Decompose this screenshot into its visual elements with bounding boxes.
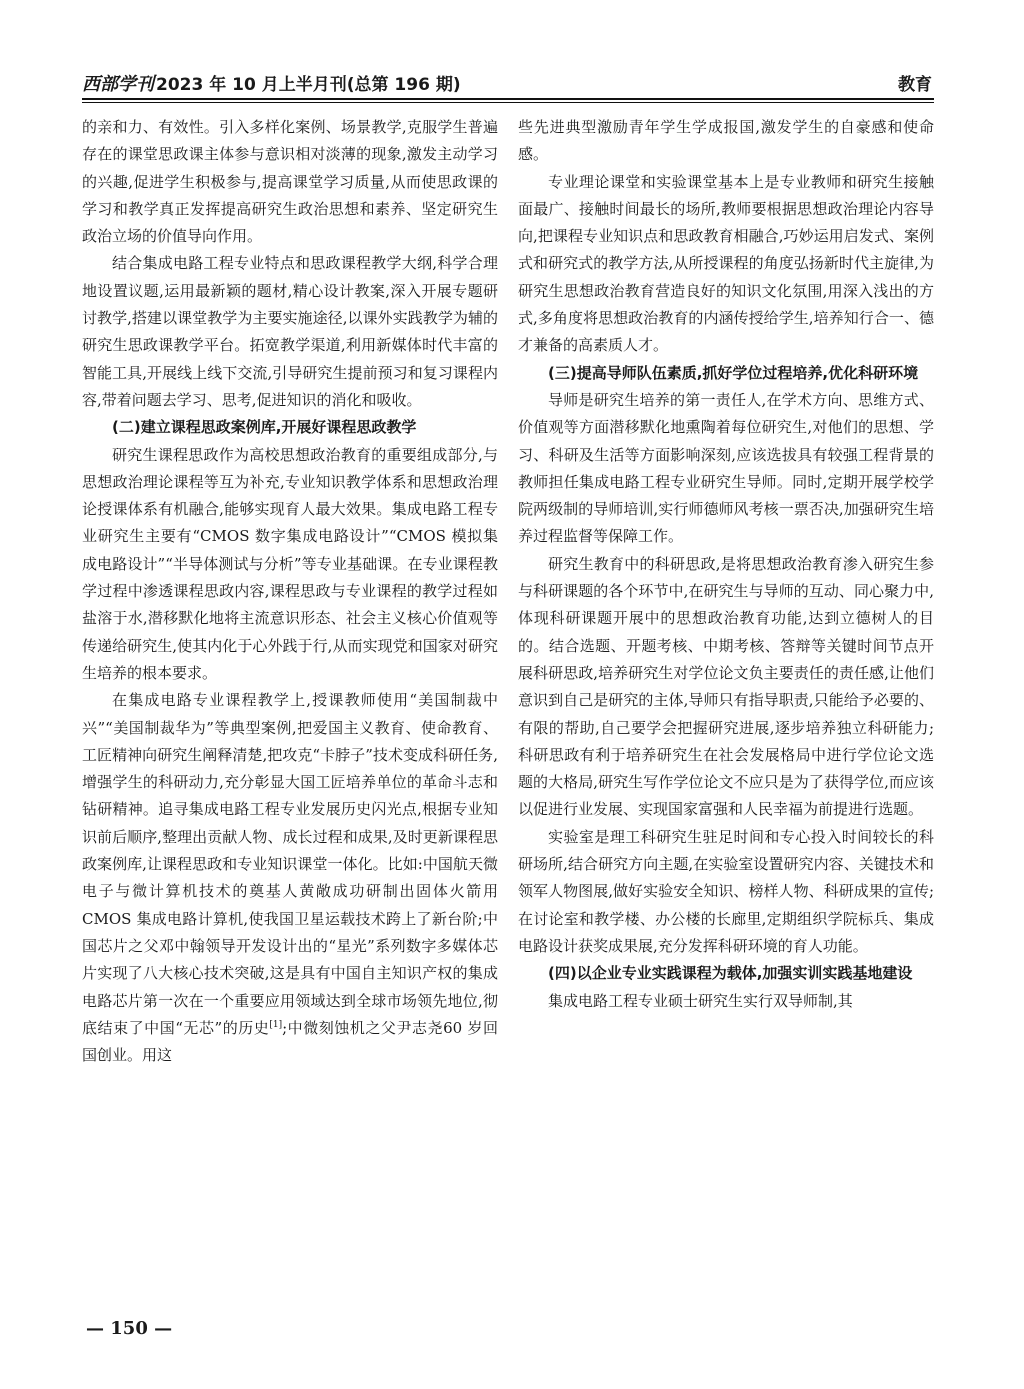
- section-heading: (四)以企业专业实践课程为载体,加强实训实践基地建设: [548, 964, 913, 983]
- paragraph-text: 在集成电路专业课程教学上,授课教师使用“美国制裁中兴”“美国制裁华为”等典型案例,把爱国主义教育、使命教育、工匠精神向研究生阐释清楚,把攻克“卡脖子”技术变成科研任务,增强学生的科研动力,充分彰显大国工匠培养单位的革命斗志和钻研精神。追寻集成电路工程专业发展历史闪光点,根据专业知识前后顺序,整理出贡献人物、成长过程和成果,及时更新课程思政案例库,让课程思政和专业知识课堂一体化。比如:中国航天微电子与微计算机技术的奠基人黄敞成功研制出固体火箭用 CMOS 集成电路计算机,使我国卫星运载技术跨上了新台阶;中国芯片之父邓中翰领导开发设计出的“星光”系列数字多媒体芯片实现了八大核心技术突破,这是具有中国自主知识产权的集成电路芯片第一次在一个重要应用领域达到全球市场领先地位,彻底结束了中国“无芯”的历史: [82, 691, 498, 1037]
- running-head: [82, 70, 461, 96]
- paragraph: 专业理论课堂和实验课堂基本上是专业教师和研究生接触面最广、接触时间最长的场所,教师要根据思想政治理论内容导向,把课程专业知识点和思政教育相融合,巧妙运用启发式、案例式和研究式的教学方法,从所授课程的角度弘扬新时代主旋律,为研究生思想政治教育营造良好的知识文化氛围,用深入浅出的方式,多角度将思想政治教育的内涵传授给学生,培养知行合一、德才兼备的高素质人才。: [518, 172, 934, 355]
- paragraph: 的亲和力、有效性。引入多样化案例、场景教学,克服学生普遍存在的课堂思政课主体参与意识相对淡薄的现象,激发主动学习的兴趣,促进学生积极参与,提高课堂学习质量,从而使思政课的学习和教学真正发挥提高研究生政治思想和素养、坚定研究生政治立场的价值导向作用。: [82, 118, 498, 246]
- paragraph: [82, 687, 498, 1069]
- paragraph: 些先进典型激励青年学生学成报国,激发学生的自豪感和使命感。: [518, 118, 934, 164]
- section-heading: (二)建立课程思政案例库,开展好课程思政教学: [112, 418, 417, 437]
- header-rule-thick: [82, 98, 934, 100]
- journal-logo: 西部学刊: [82, 74, 154, 95]
- paragraph: 结合集成电路工程专业特点和思政课程教学大纲,科学合理地设置议题,运用最新颖的题材,精心设计教案,深入开展专题研讨教学,搭建以课堂教学为主要实施途径,以课外实践教学为辅的研究生思政课教学平台。拓宽教学渠道,利用新媒体时代丰富的智能工具,开展线上线下交流,引导研究生提前预习和复习课程内容,带着问题去学习、思考,促进知识的消化和吸收。: [82, 254, 498, 409]
- issue-info: 2023 年 10 月上半月刊(总第 196 期): [156, 75, 461, 95]
- citation-ref: [1]: [269, 1019, 283, 1030]
- right-column: [518, 114, 934, 1015]
- page-number: — 150 —: [86, 1318, 173, 1339]
- section-label: 教育: [898, 75, 932, 95]
- paragraph: 研究生课程思政作为高校思想政治教育的重要组成部分,与思想政治理论课程等互为补充,专业知识教学体系和思想政治理论授课体系有机融合,能够实现育人最大效果。集成电路工程专业研究生主要有“CMOS 数字集成电路设计”“CMOS 模拟集成电路设计”“半导体测试与分析”等专业基础课。在专业课程教学过程中渗透课程思政内容,课程思政与专业课程的教学过程如盐溶于水,潜移默化地将主流意识形态、社会主义核心价值观等传递给研究生,使其内化于心外践于行,从而实现党和国家对研究生培养的根本要求。: [82, 445, 498, 682]
- section-heading: (三)提高导师队伍素质,抓好学位过程培养,优化科研环境: [548, 363, 919, 382]
- left-column: [82, 114, 498, 1069]
- paragraph: 集成电路工程专业硕士研究生实行双导师制,其: [548, 991, 853, 1010]
- paragraph-tail: ;中微刻蚀机之父尹志尧60 岁回国创业。用这: [82, 1018, 498, 1065]
- paragraph: 研究生教育中的科研思政,是将思想政治教育渗入研究生参与科研课题的各个环节中,在研究生与导师的互动、同心聚力中,体现科研课题开展中的思想政治教育功能,达到立德树人的目的。结合选题、开题考核、中期考核、答辩等关键时间节点开展科研思政,培养研究生对学位论文负主要责任的责任感,让他们意识到自己是研究的主体,导师只有指导职责,只能给予必要的、有限的帮助,自己要学会把握研究进展,逐步培养独立科研能力;科研思政有利于培养研究生在社会发展格局中进行学位论文选题的大格局,研究生写作学位论文不应只是为了获得学位,而应该以促进行业发展、实现国家富强和人民幸福为前提进行选题。: [518, 554, 934, 819]
- header-rule-thin: [82, 102, 934, 103]
- page-header: [82, 68, 934, 98]
- paragraph: 实验室是理工科研究生驻足时间和专心投入时间较长的科研场所,结合研究方向主题,在实验室设置研究内容、关键技术和领军人物图展,做好实验安全知识、榜样人物、科研成果的宣传;在讨论室和教学楼、办公楼的长廊里,定期组织学院标兵、集成电路设计获奖成果展,充分发挥科研环境的育人功能。: [518, 827, 934, 955]
- paragraph: 导师是研究生培养的第一责任人,在学术方向、思维方式、价值观等方面潜移默化地熏陶着每位研究生,对他们的思想、学习、科研及生活等方面影响深刻,应该选拔具有较强工程背景的教师担任集成电路工程专业研究生导师。同时,定期开展学校学院两级制的导师培训,实行师德师风考核一票否决,加强研究生培养过程监督等保障工作。: [518, 390, 934, 546]
